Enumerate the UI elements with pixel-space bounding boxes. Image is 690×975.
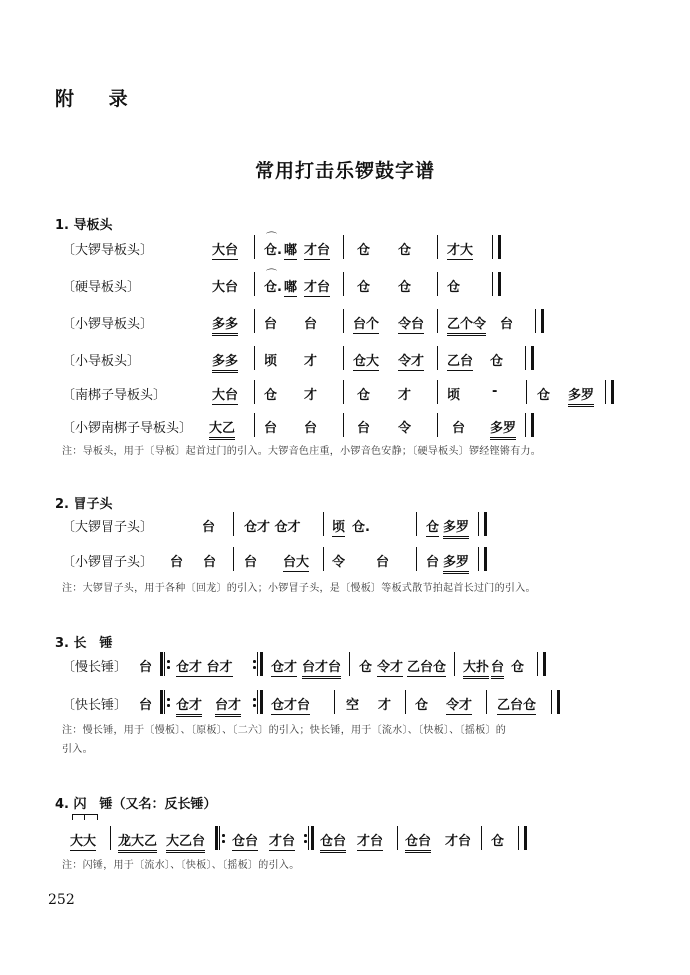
barline [486,690,487,714]
score-cell: 多罗 [443,516,469,539]
score-cell: 仓 [511,660,525,675]
score-cell: 台 [139,660,153,675]
score-cell: 仓. [264,243,282,258]
row-label: 〔小锣导板头〕 [62,317,154,332]
score-row-slow-changchui [0,652,690,678]
barline [343,272,344,296]
score-cell: 仓 [415,698,429,713]
section-heading-2: 2. 冒子头 [55,497,113,512]
score-cell: 仓台 [405,830,431,853]
barline [437,380,438,404]
score-cell: 仓才 仓才 [244,520,301,535]
score-cell: 乙个令 [447,313,486,336]
score-cell: 大大 [70,830,96,851]
score-cell: 龙大乙 [118,830,157,853]
score-row-shanchui [0,826,690,852]
score-cell: 仓 [357,280,371,295]
score-cell: 台 [202,520,216,535]
score-cell: 令 [332,555,346,570]
section-note-2: 注：大锣冒子头，用于各种〔回龙〕的引入；小锣冒子头，是〔慢板〕等板式散节拍起首长过门的引入。 [62,583,536,594]
score-cell: 多罗 [568,384,594,407]
score-cell: 大台 [212,280,239,295]
score-cell: 台 [264,421,278,436]
final-barline [492,272,501,296]
barline [343,413,344,437]
barline [437,346,438,370]
score-cell: 仓. [264,280,282,295]
score-row-small-gong-nanbangzi-daobantou [0,413,690,439]
barline [437,272,438,296]
score-cell: 才台 [445,834,472,849]
score-cell: 大台 [212,384,238,405]
score-cell: 仓 [359,660,373,675]
repeat-end-barline [254,652,263,676]
final-barline [478,547,487,571]
fermata-mark: ⌒ [266,231,277,244]
barline [323,512,324,536]
score-cell: 仓 [357,243,371,258]
score-cell: 台 [244,555,258,570]
score-cell: 台 [304,421,318,436]
barline [416,547,417,571]
score-cell: 台 [491,656,504,679]
score-cell: 台个 [353,313,379,334]
row-label: 〔小导板头〕 [62,354,141,369]
barline [437,235,438,259]
score-cell: - [492,384,498,399]
section-note-1: 注：导板头，用于〔导板〕起首过门的引入。大锣音色庄重，小锣音色安静；〔硬导板头〕锣经铿锵有力。 [62,446,542,457]
barline [343,235,344,259]
final-barline [525,346,534,370]
score-cell: 大扑 [463,656,489,679]
row-label: 〔南梆子导板头〕 [62,388,167,403]
score-cell: 才 [398,388,412,403]
score-cell: 令才 [377,656,403,677]
score-cell: 乙台仓 [407,656,446,677]
row-label: 〔大锣冒子头〕 [62,520,154,535]
final-barline [537,652,546,676]
score-cell: 仓 [447,280,461,295]
score-cell: 仓 [398,243,412,258]
score-cell: 仓才 [271,656,297,677]
score-cell: 嘟 [284,239,297,260]
score-cell: 多罗 [443,551,469,574]
appendix-heading: 附 录 [55,88,142,110]
score-row-nanbangzi-daobantou [0,380,690,406]
barline [254,309,255,333]
barline [254,235,255,259]
barline [343,346,344,370]
score-cell: 才台 [304,276,330,297]
score-cell: 仓才 台才 [176,656,233,677]
score-cell: 台 [426,555,440,570]
score-cell: 多罗 [490,417,516,440]
score-row-small-gong-maozitou [0,547,690,573]
barline [233,512,234,536]
barline [437,309,438,333]
score-cell: 令才 [398,350,424,371]
score-cell: 大台 [212,239,238,260]
final-barline [518,826,527,850]
barline [343,380,344,404]
score-row-hard-daobantou [0,268,690,298]
row-label: 〔硬导板头〕 [62,280,141,295]
score-cell: 台 [264,317,278,332]
score-cell: 顷 [332,516,345,537]
score-cell: 乙台 [447,350,473,371]
score-cell: 才台 [304,239,330,260]
score-row-small-daobantou [0,346,690,372]
document-title: 常用打击乐锣鼓字谱 [254,160,435,182]
score-cell: 仓台 [232,830,258,851]
score-cell: 仓 [357,388,371,403]
section-note-3-line1: 注：慢长锤，用于〔慢板〕、〔原板〕、〔二六〕的引入；快长锤，用于〔流水〕、〔快板〕、〔摇板〕的 [62,725,507,736]
row-label: 〔小锣南梆子导板头〕 [62,421,193,436]
row-label: 〔大锣导板头〕 [62,243,154,258]
score-cell: 台 [357,421,371,436]
score-row-large-gong-daobantou [0,231,690,261]
page-number: 252 [48,892,75,908]
score-cell: 台 [203,555,217,570]
score-cell: 才 [304,388,318,403]
barline [334,690,335,714]
score-cell: 仓 [264,388,278,403]
repeat-end-barline [305,826,314,850]
barline [416,512,417,536]
score-cell: 多多 [212,350,238,373]
score-row-fast-changchui [0,690,690,716]
score-cell: 仓. [352,520,370,535]
score-cell: 大乙 [209,417,235,440]
score-cell: 才台 [269,830,295,851]
score-row-small-gong-daobantou [0,309,690,335]
score-cell: 仓 [398,280,412,295]
final-barline [492,235,501,259]
score-cell: 仓 [537,388,551,403]
section-note-3-line2: 引入。 [62,744,93,755]
section-note-4: 注：闪锤，用于〔流水〕、〔快板〕、〔摇板〕的引入。 [62,860,300,871]
section-heading-3: 3. 长 锤 [55,636,113,651]
barline [110,826,111,850]
score-cell: 台才台 [302,656,341,679]
barline [349,652,350,676]
score-cell: 令才 [446,694,472,715]
score-cell: 乙台仓 [497,694,536,715]
score-cell: 台才 [215,694,241,717]
final-barline [551,690,560,714]
score-cell: 仓 [426,516,439,537]
section-heading-1: 1. 导板头 [55,218,113,233]
score-cell: 仓才 [176,694,202,717]
score-cell: 仓大 [353,350,379,371]
final-barline [525,413,534,437]
final-barline [535,309,544,333]
repeat-start-barline [160,652,169,676]
score-cell: 台 [139,698,153,713]
score-row-large-gong-maozitou [0,512,690,538]
barline [481,826,482,850]
barline [233,547,234,571]
score-cell: 才 [378,698,392,713]
score-cell: 才 [304,354,318,369]
bracket-mark [72,814,98,820]
section-heading-4: 4. 闪 锤（又名：反长锤） [55,797,217,812]
score-cell: 台 [452,421,466,436]
score-cell: 仓才台 [271,694,310,715]
score-cell: 台 [376,555,390,570]
barline [526,380,527,404]
fermata-mark: ⌒ [266,268,277,281]
score-cell: 台大 [283,551,309,572]
row-label: 〔慢长锤〕 [62,660,128,675]
score-cell: 台 [170,555,184,570]
score-cell: 仓台 [320,830,346,853]
barline [397,826,398,850]
score-cell: 仓 [490,354,504,369]
score-cell: 多多 [212,313,238,336]
barline [437,413,438,437]
barline [254,272,255,296]
final-barline [478,512,487,536]
score-cell: 仓 [491,834,505,849]
repeat-end-barline [254,690,263,714]
score-cell: 才大 [447,239,473,260]
barline [405,690,406,714]
score-cell: 令台 [398,313,424,334]
score-cell: 台 [304,317,318,332]
repeat-start-barline [215,826,224,850]
score-cell: 顷 [264,354,278,369]
barline [454,652,455,676]
repeat-start-barline [160,690,169,714]
score-cell: 嘟 [284,276,297,297]
row-label: 〔小锣冒子头〕 [62,555,154,570]
score-cell: 顷 [447,388,461,403]
score-cell: 才台 [357,830,383,851]
score-cell: 台 [500,317,514,332]
score-cell: 空 [346,698,360,713]
score-cell: 大乙台 [166,830,205,853]
row-label: 〔快长锤〕 [62,698,128,713]
barline [254,346,255,370]
score-cell: 令 [398,421,412,436]
barline [343,309,344,333]
barline [254,380,255,404]
barline [254,413,255,437]
final-barline [605,380,614,404]
barline [323,547,324,571]
